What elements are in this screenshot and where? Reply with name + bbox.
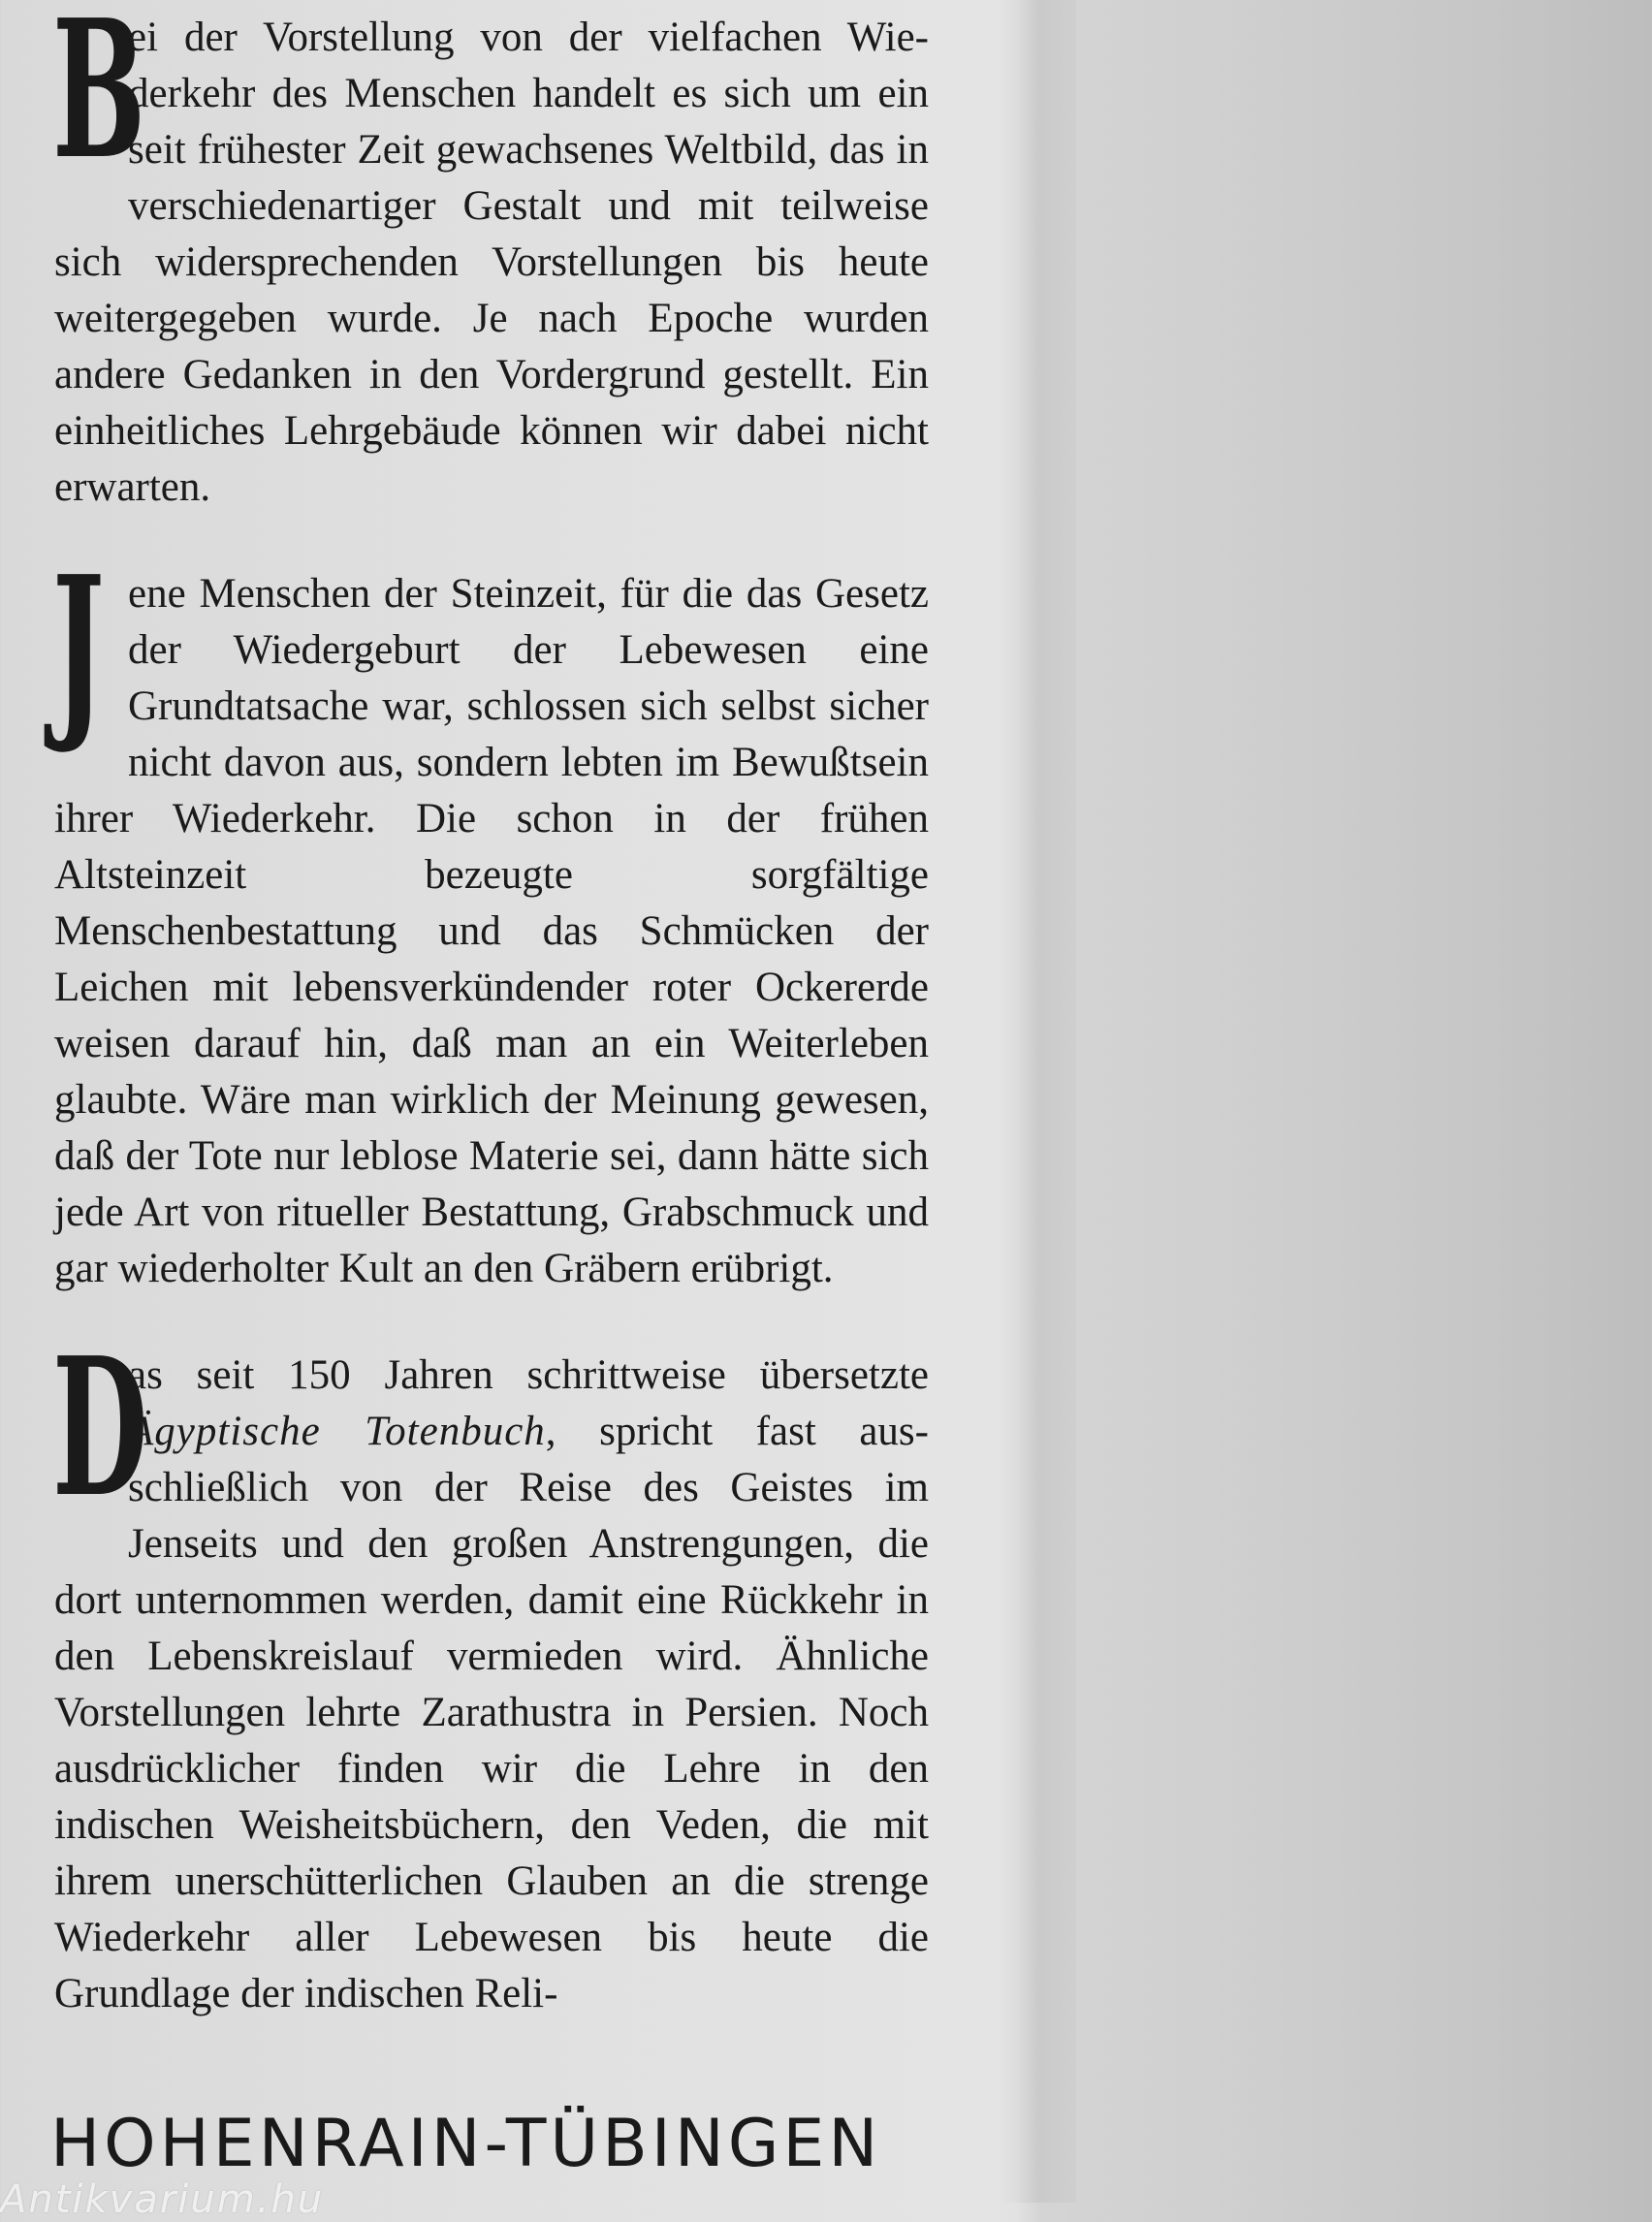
paragraph-3-text-after: , spricht fast ausschließlich von der Reise des Geistes im Jenseits und den großen Anstrengungen, die dort unternommen werden, damit eine Rückkehr in den Lebenskreislauf vermieden wird. Ähnliche Vorstellungen lehrte Zarathustra in Persien. Noch ausdrücklicher finden wir die Lehre in den indischen Weisheitsbüchern, den Veden, die mit ihrem unerschütterlichen Glauben an die strenge Wiederkehr aller Lebewesen bis heute die Grundlage der indischen Reli-	[54, 1409, 929, 2016]
watermark: Antikvarium.hu	[0, 2177, 325, 2222]
dropcap-b: B	[52, 0, 146, 202]
book-title: Ägyptische Totenbuch	[128, 1409, 546, 1454]
paragraph-3	[52, 1317, 929, 2022]
paragraph-3-text-before: as seit 150 Jahren schrittweise übersetzte	[128, 1352, 929, 1398]
publisher-name: HOHENRAIN-TÜBINGEN	[50, 2106, 882, 2182]
text-column	[52, 0, 929, 2073]
paragraph-1-text: ei der Vorstellung von der vielfachen Wiederkehr des Menschen handelt es sich um ein seit frühester Zeit gewachsenes Weltbild, das in verschiedenartiger Gestalt und mit teilweise sich widersprechenden Vorstellungen bis heute weitergegeben wurde. Je nach Epoche wurden andere Gedanken in den Vordergrund gestellt. Ein einheitliches Lehrgebäude können wir dabei nicht erwarten.	[54, 15, 929, 510]
paragraph-2	[52, 535, 929, 1297]
page-fold-shadow	[999, 0, 1076, 2203]
dropcap-j: J	[52, 535, 105, 758]
dropcap-d: D	[52, 1317, 148, 1540]
paragraph-1	[52, 0, 929, 516]
paragraph-2-text: ene Menschen der Steinzeit, für die das Gesetz der Wiedergeburt der Lebewesen eine Grundtatsache war, schlossen sich selbst sicher nicht davon aus, sondern lebten im Bewußtsein ihrer Wiederkehr. Die schon in der frühen Altsteinzeit bezeugte sorgfältige Menschenbestattung und das Schmücken der Leichen mit lebensverkündender roter Ockererde weisen darauf hin, daß man an ein Weiterleben glaubte. Wäre man wirklich der Meinung gewesen, daß der Tote nur leblose Materie sei, dann hätte sich jede Art von ritueller Bestattung, Grabschmuck und gar wiederholter Kult an den Gräbern erübrigt.	[54, 571, 929, 1291]
